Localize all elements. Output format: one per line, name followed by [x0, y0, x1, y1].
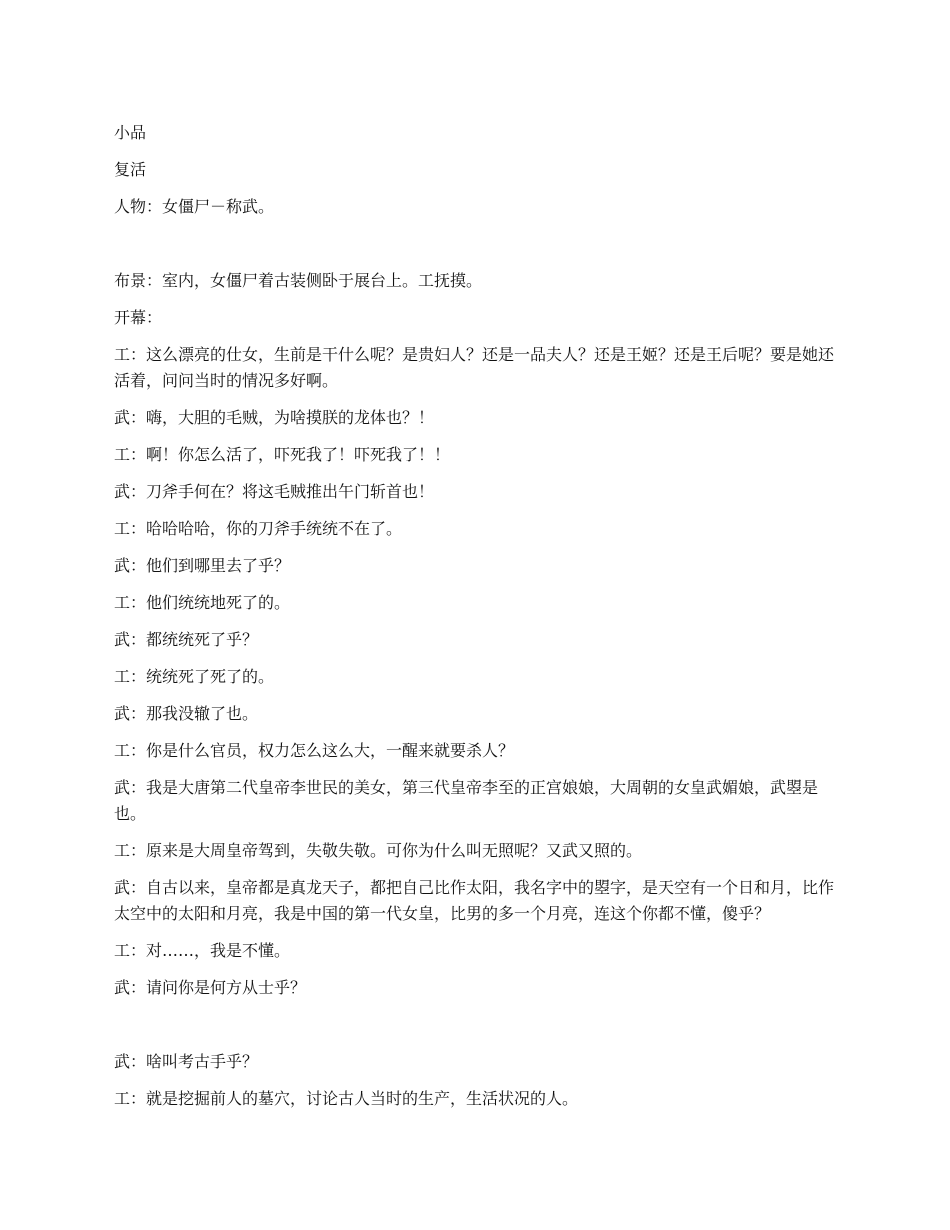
setting-line: 布景：室内，女僵尸着古装侧卧于展台上。工抚摸。 [114, 271, 483, 290]
dialogue-line: 工：原来是大周皇帝驾到，失敬失敬。可你为什么叫无照呢？又武又照的。 [114, 841, 643, 860]
dialogue-line: 武：刀斧手何在？将这毛贼推出午门斩首也！ [114, 482, 435, 501]
dialogue-line: 武：自古以来，皇帝都是真龙天子，都把自己比作太阳，我名字中的曌字，是天空有一个日和月，比作太空中的太阳和月亮，我是中国的第一代女皇，比男的多一个月亮，连这个你都不懂，傻乎？ [114, 878, 835, 923]
dialogue-line: 工：对……，我是不懂。 [114, 941, 291, 960]
dialogue-line: 工：你是什么官员，权力怎么这么大，一醒来就要杀人？ [114, 741, 515, 760]
blank-line [114, 1012, 844, 1049]
characters-line: 人物：女僵尸－称武。 [114, 197, 275, 216]
dialogue-line: 工：统统死了死了的。 [114, 667, 275, 686]
dialogue-line: 武：他们到哪里去了乎？ [114, 556, 291, 575]
dialogue-line: 武：请问你是何方从士乎？ [114, 978, 307, 997]
dialogue-line: 武：我是大唐第二代皇帝李世民的美女，第三代皇帝李至的正宫娘娘，大周朝的女皇武媚娘，武曌是也。 [114, 778, 819, 823]
curtain-line: 开幕： [114, 308, 163, 327]
dialogue-line: 工：就是挖掘前人的墓穴，讨论古人当时的生产，生活状况的人。 [114, 1089, 579, 1108]
dialogue-line: 武：嗨，大胆的毛贼，为啥摸朕的龙体也？！ [114, 408, 435, 427]
dialogue-line: 工：啊！你怎么活了，吓死我了！吓死我了！！ [114, 445, 451, 464]
dialogue-line: 工：哈哈哈哈，你的刀斧手统统不在了。 [114, 519, 403, 538]
dialogue-line: 武：都统统死了乎？ [114, 630, 259, 649]
title-line: 小品 [114, 123, 147, 142]
document-page [114, 120, 844, 1123]
dialogue-line: 工：这么漂亮的仕女，生前是干什么呢？是贵妇人？还是一品夫人？还是王姬？还是王后呢？要是她还活着，问问当时的情况多好啊。 [114, 345, 835, 390]
dialogue-line: 武：啥叫考古手乎？ [114, 1052, 259, 1071]
dialogue-line: 武：那我没辙了也。 [114, 704, 259, 723]
dialogue-line: 工：他们统统地死了的。 [114, 593, 291, 612]
blank-line [114, 231, 844, 268]
subtitle-line: 复活 [114, 160, 147, 179]
